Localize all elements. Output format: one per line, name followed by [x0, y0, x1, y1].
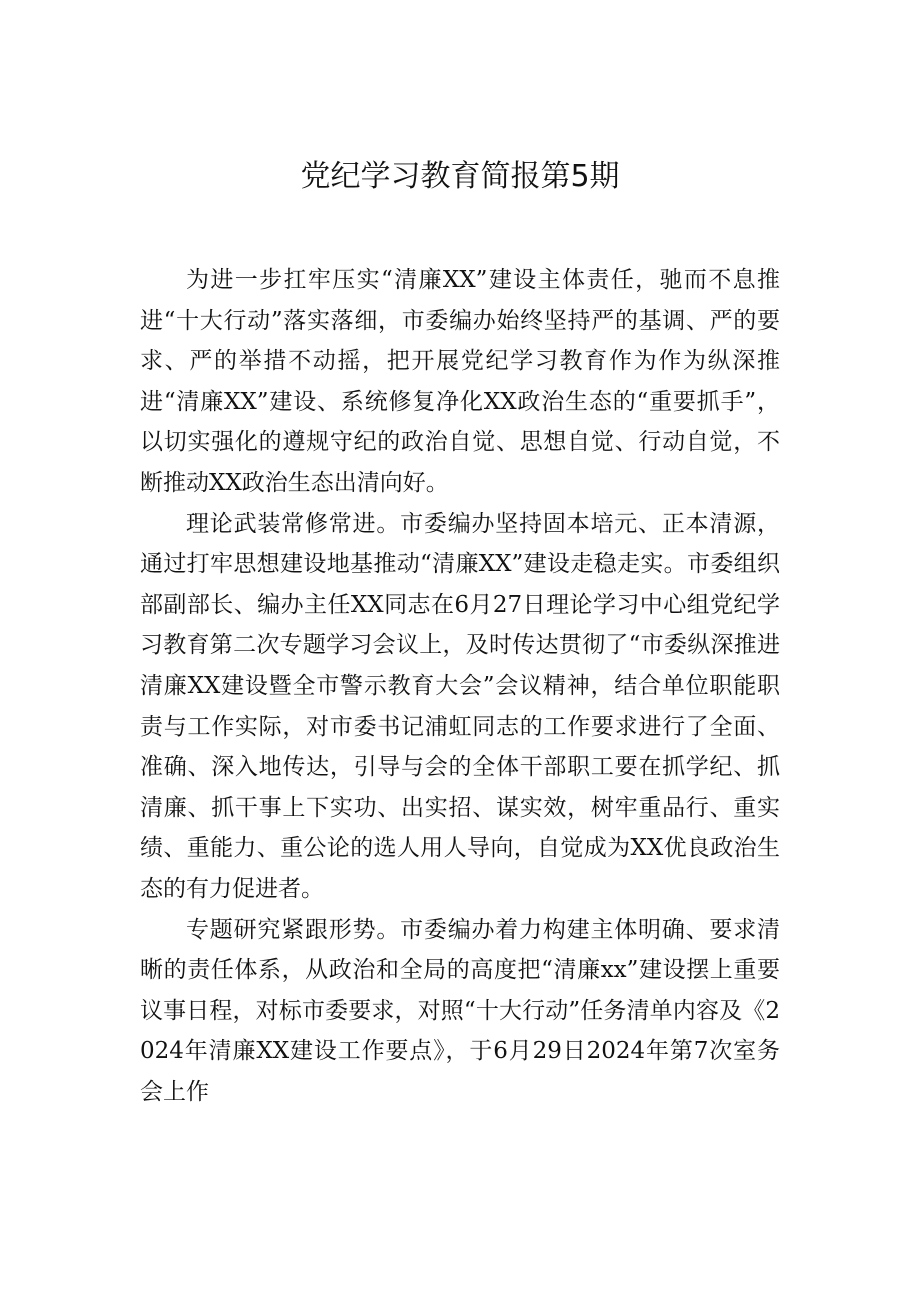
paragraph-theory-study: 理论武装常修常进。市委编办坚持固本培元、正本清源，通过打牢思想建设地基推动“清廉XX”建设走稳走实。市委组织部副部长、编办主任XX同志在6月27日理论学习中心组党纪学习教育第二次专题学习会议上，及时传达贯彻了“市委纵深推进清廉XX建设暨全市警示教育大会”会议精神，结合单位职能职责与工作实际，对市委书记浦虹同志的工作要求进行了全面、准确、深入地传达，引导与会的全体干部职工要在抓学纪、抓清廉、抓干事上下实功、出实招、谋实效，树牢重品行、重实绩、重能力、重公论的选人用人导向，自觉成为XX优良政治生态的有力促进者。: [140, 510, 780, 902]
paragraph-special-research: 专题研究紧跟形势。市委编办着力构建主体明确、要求清晰的责任体系，从政治和全局的高度把“清廉xx”建设摆上重要议事日程，对标市委要求，对照“十大行动”任务清单内容及《2024年清廉XX建设工作要点》，于6月29日2024年第7次室务会上作: [140, 916, 780, 1105]
document-body: [140, 260, 780, 1112]
document-title: 党纪学习教育简报第5期: [300, 159, 620, 194]
paragraph-intro: 为进一步扛牢压实“清廉XX”建设主体责任，驰而不息推进“十大行动”落实落细，市委编办始终坚持严的基调、严的要求、严的举措不动摇，把开展党纪学习教育作为作为纵深推进“清廉XX”建设、系统修复净化XX政治生态的“重要抓手”，以切实强化的遵规守纪的政治自觉、思想自觉、行动自觉，不断推动XX政治生态出清向好。: [140, 267, 780, 496]
